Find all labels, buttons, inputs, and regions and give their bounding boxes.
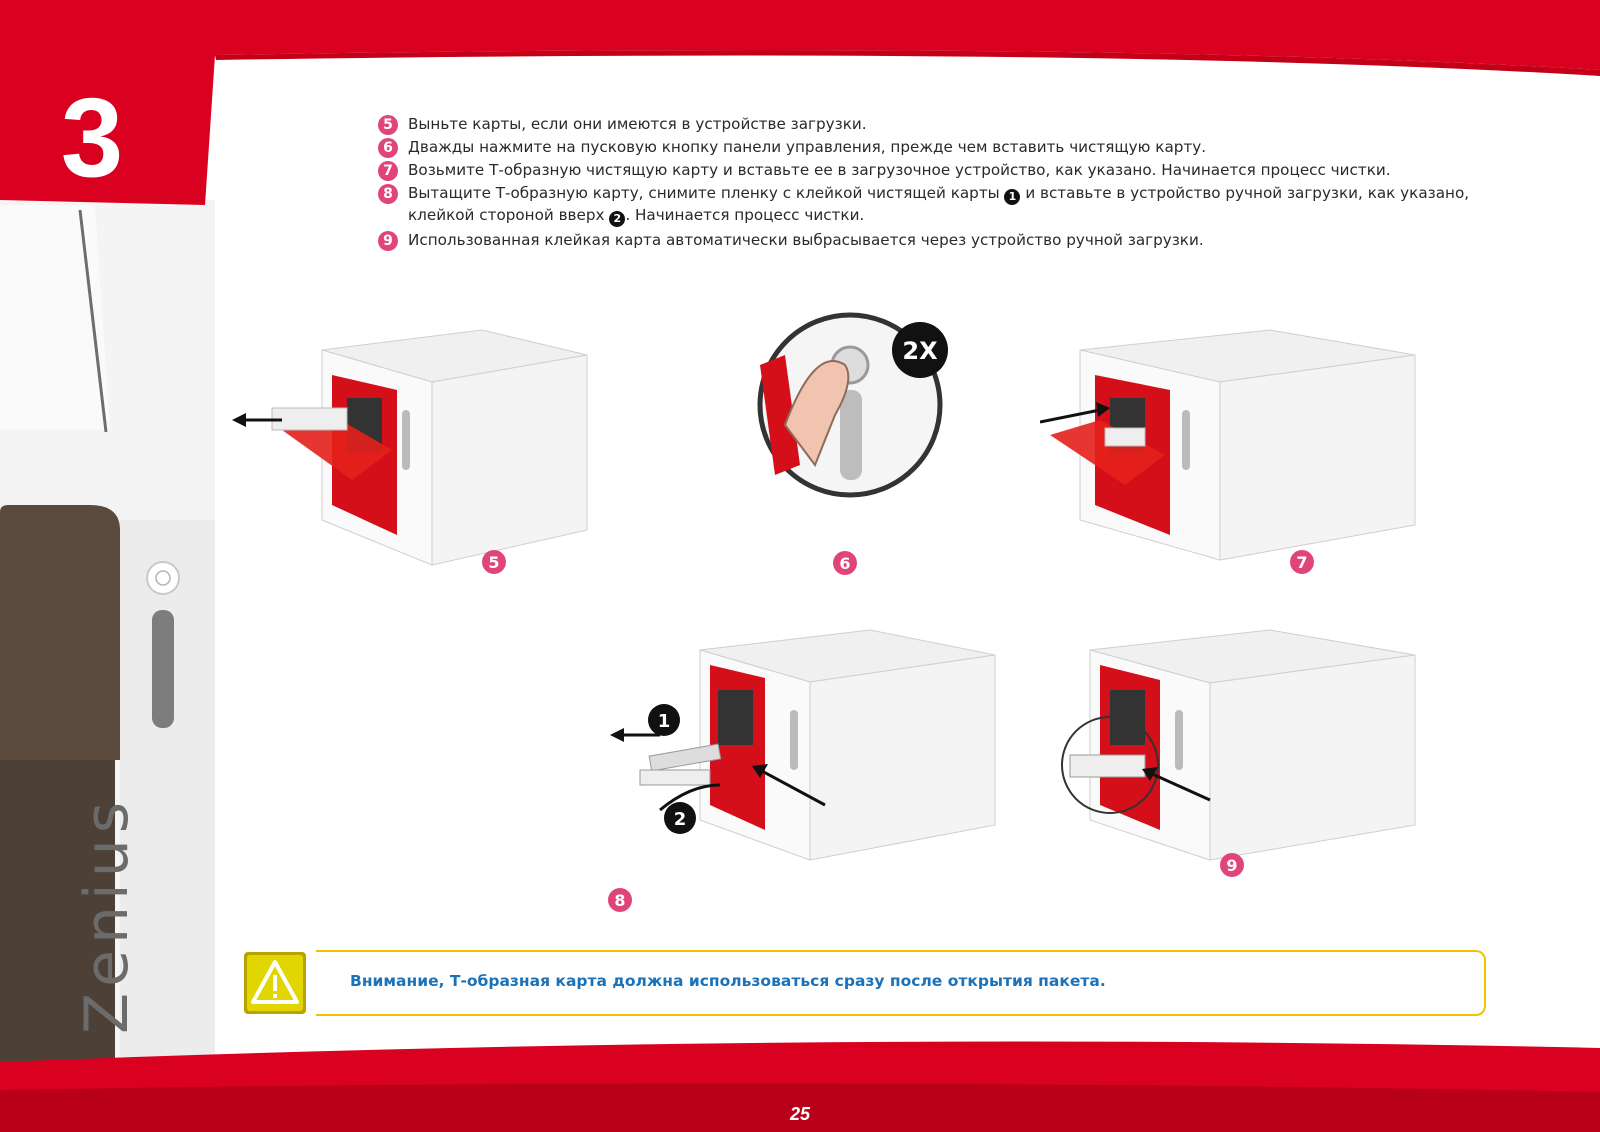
figure-label: 6 (833, 551, 857, 575)
step-marker: 7 (378, 161, 398, 181)
button-press-illustration (745, 305, 1005, 505)
step-7 (378, 160, 1508, 180)
step-9 (378, 230, 1508, 250)
printer-illustration (1050, 615, 1420, 865)
step-text: Выньте карты, если они имеются в устройстве загрузки. (408, 115, 867, 133)
step-text: Дважды нажмите на пусковую кнопку панели управления, прежде чем вставить чистящую карту. (408, 138, 1207, 156)
figure-5 (232, 310, 602, 600)
callout-ref: 2 (609, 211, 625, 227)
step-text: Возьмите Т-образную чистящую карту и вставьте ее в загрузочное устройство, как указано. Начинается процесс чистки. (408, 161, 1391, 179)
figure-label: 7 (1290, 550, 1314, 574)
step-text: . Начинается процесс чистки. (625, 206, 865, 224)
step-6 (378, 137, 1508, 157)
chapter-number: 3 (60, 75, 124, 200)
step-marker: 5 (378, 115, 398, 135)
figure-callout: 2 (673, 809, 687, 830)
callout-ref: 1 (1004, 189, 1020, 205)
step-text: Использованная клейкая карта автоматически выбрасывается через устройство ручной загрузки. (408, 231, 1204, 249)
figure-8 (600, 610, 1000, 920)
printer-illustration (232, 310, 602, 600)
step-marker: 6 (378, 138, 398, 158)
page-number: 25 (789, 1104, 811, 1124)
figure-label: 5 (482, 550, 506, 574)
figure-callout: 2X (902, 337, 938, 365)
figure-callout: 1 (657, 711, 671, 732)
step-marker: 8 (378, 184, 398, 204)
printer-illustration (600, 610, 1000, 870)
printer-illustration (1040, 310, 1420, 600)
step-8 (378, 183, 1508, 227)
figure-label: 8 (608, 888, 632, 912)
step-marker: 9 (378, 231, 398, 251)
step-text: Вытащите Т-образную карту, снимите пленку с клейкой чистящей карты (408, 184, 1000, 202)
figure-7 (1040, 310, 1420, 600)
figure-label: 9 (1220, 853, 1244, 877)
figure-6 (745, 305, 1005, 605)
warning-text: Внимание, Т-образная карта должна использоваться сразу после открытия пакета. (350, 972, 1106, 990)
warning-triangle-icon (242, 950, 308, 1016)
step-text: и вставьте в устройство ручной загрузки, как указано, клейкой стороной вверх (408, 184, 1470, 224)
figure-9 (1050, 615, 1420, 905)
instruction-list (378, 114, 1508, 253)
step-5 (378, 114, 1508, 134)
brand-name: Zenius (72, 795, 142, 1034)
